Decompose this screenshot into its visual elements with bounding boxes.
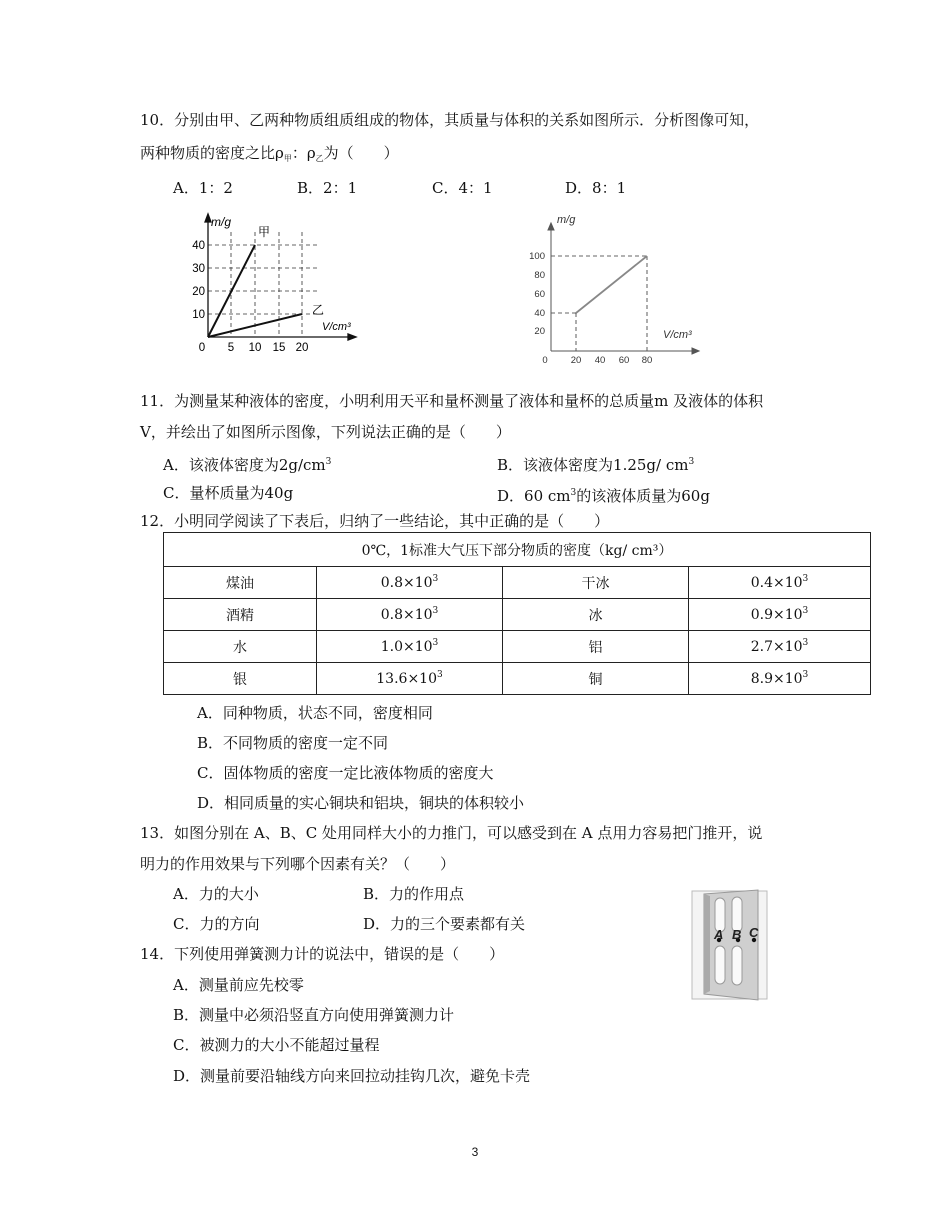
table-row (164, 567, 871, 599)
q11-option-b-exp: 3 (688, 457, 695, 467)
q12-stem: 12．小明同学阅读了下表后，归纳了一些结论，其中正确的是（ ） (140, 512, 610, 530)
table-cell: 酒精 (164, 599, 317, 631)
q10-option-d: D．8：1 (565, 179, 627, 197)
table-cell-exp: 3 (432, 606, 439, 616)
table-cell (317, 631, 503, 663)
q10-sub-yi: 乙 (315, 154, 324, 163)
graph1-label-jia: 甲 (258, 225, 271, 239)
table-cell: 水 (164, 631, 317, 663)
door-label-c: C (749, 925, 759, 940)
door-panel (704, 890, 758, 1000)
table-cell (317, 567, 503, 599)
graph2-y-label: m/g (557, 214, 576, 226)
graph-mass-volume-jia-yi (180, 210, 370, 360)
graph2-y-tick: 100 (529, 251, 545, 262)
table-cell-value: 0.8×10 (380, 575, 433, 591)
q10-stem-a: 两种物质的密度之比ρ (140, 144, 284, 162)
q11-option-a-exp: 3 (325, 457, 332, 467)
table-cell (689, 599, 871, 631)
q11-option-a (163, 452, 331, 475)
table-cell-exp: 3 (802, 574, 809, 584)
table-cell-value: 8.9×10 (750, 671, 803, 687)
q10-colon: ：ρ (291, 144, 316, 162)
q13-option-c: C．力的方向 (173, 915, 260, 933)
q10-option-a: A．1：2 (173, 179, 233, 197)
graph2-y-tick: 20 (534, 326, 545, 337)
q12-option-b: B．不同物质的密度一定不同 (197, 734, 389, 752)
graph2-y-arrow-icon (548, 223, 554, 230)
door-label-b: B (732, 927, 742, 942)
graph1-grid (208, 232, 318, 337)
door-inset (715, 946, 725, 984)
graph2-x-tick: 60 (618, 355, 630, 366)
q11-option-d (497, 483, 710, 506)
q12-option-d: D．相同质量的实心铜块和铝块，铜块的体积较小 (197, 794, 525, 812)
table-cell-exp: 3 (802, 638, 809, 648)
graph1-label-yi: 乙 (312, 303, 325, 317)
graph1-x-tick: 15 (272, 342, 286, 354)
door-edge (704, 894, 710, 994)
q10-sub-jia: 甲 (283, 154, 292, 163)
q11-option-b (497, 452, 694, 475)
q13-option-a: A．力的大小 (173, 885, 259, 903)
table-cell: 冰 (503, 599, 689, 631)
q11-option-d-text-a: D．60 cm (497, 487, 571, 505)
table-cell-exp: 3 (436, 670, 443, 680)
table-cell: 铜 (503, 663, 689, 695)
q11-option-b-text: B．该液体密度为1.25g/ cm (497, 456, 689, 474)
graph2-x-tick: 40 (594, 355, 606, 366)
q13-stem-line1: 13．如图分别在 A、B、C 处用同样大小的力推门，可以感受到在 A 点用力容易把门推开，说 (140, 824, 763, 842)
door-label-a: A (714, 927, 724, 942)
q13-stem-line2: 明力的作用效果与下列哪个因素有关？（ ） (140, 855, 456, 873)
graph-liquid-mass-volume (525, 205, 715, 367)
q11-stem-line2: V，并绘出了如图所示图像，下列说法正确的是（ ） (140, 423, 511, 441)
graph1-y-label: m/g (211, 215, 232, 229)
door-illustration (690, 888, 770, 1003)
table-cell-exp: 3 (432, 574, 439, 584)
graph1-x-label: V/cm³ (322, 321, 351, 333)
q13-option-b: B．力的作用点 (363, 885, 465, 903)
graph1-x-tick: 0 (198, 342, 206, 354)
q14-stem: 14．下列使用弹簧测力计的说法中，错误的是（ ） (140, 945, 505, 963)
table-cell-value: 0.4×10 (750, 575, 803, 591)
table-cell: 干冰 (503, 567, 689, 599)
q11-option-c: C．量杯质量为40g (163, 484, 294, 502)
graph2-x-arrow-icon (692, 348, 699, 354)
graph1-x-tick: 5 (227, 342, 235, 354)
table-cell-value: 0.8×10 (380, 607, 433, 623)
table-cell (689, 663, 871, 695)
q11-option-d-exp: 3 (570, 488, 577, 498)
table-cell (317, 599, 503, 631)
graph1-y-tick: 10 (192, 309, 205, 321)
q12-option-a: A．同种物质，状态不同，密度相同 (197, 704, 433, 722)
q10-option-b: B．2：1 (297, 179, 358, 197)
q11-option-a-text: A．该液体密度为2g/cm (163, 456, 326, 474)
graph2-x-tick: 0 (542, 355, 548, 366)
graph2-y-tick: 40 (534, 308, 545, 319)
table-row (164, 599, 871, 631)
table-cell (689, 631, 871, 663)
table-caption-row (164, 533, 871, 567)
table-cell-value: 0.9×10 (750, 607, 803, 623)
q10-stem-b: 为（ ） (323, 144, 399, 162)
graph2-x-tick: 20 (570, 355, 582, 366)
table-cell-exp: 3 (802, 606, 809, 616)
q13-option-d: D．力的三个要素都有关 (363, 915, 526, 933)
door-inset (732, 946, 742, 985)
table-cell: 煤油 (164, 567, 317, 599)
graph2-y-tick: 60 (534, 289, 545, 300)
table-caption: 0℃，1标准大气压下部分物质的密度（kg/ cm³） (164, 533, 871, 567)
table-cell-value: 2.7×10 (750, 639, 803, 655)
table-cell: 铝 (503, 631, 689, 663)
q10-stem-line1: 10．分别由甲、乙两种物质组质组成的物体，其质量与体积的关系如图所示．分析图像可知， (140, 111, 760, 129)
table-cell: 银 (164, 663, 317, 695)
q10-option-c: C．4：1 (432, 179, 493, 197)
graph1-y-tick: 20 (192, 286, 205, 298)
q12-option-c: C．固体物质的密度一定比液体物质的密度大 (197, 764, 494, 782)
table-cell (317, 663, 503, 695)
table-row (164, 663, 871, 695)
table-cell-exp: 3 (802, 670, 809, 680)
table-cell-exp: 3 (432, 638, 439, 648)
q14-option-a: A．测量前应先校零 (173, 976, 304, 994)
q11-option-d-text-b: 的该液体质量为60g (576, 487, 710, 505)
table-row (164, 631, 871, 663)
q11-stem-line1: 11．为测量某种液体的密度，小明利用天平和量杯测量了液体和量杯的总质量m 及液体的体积 (140, 392, 764, 410)
table-cell (689, 567, 871, 599)
table-cell-value: 1.0×10 (380, 639, 433, 655)
q14-option-b: B．测量中必须沿竖直方向使用弹簧测力计 (173, 1006, 455, 1024)
graph1-y-tick: 30 (192, 263, 205, 275)
table-cell-value: 13.6×10 (376, 671, 437, 687)
graph1-x-arrow-icon (348, 334, 356, 340)
graph2-y-tick: 80 (534, 270, 545, 281)
graph2-x-label: V/cm³ (663, 329, 692, 341)
q10-stem-line2 (140, 143, 399, 169)
q14-option-c: C．被测力的大小不能超过量程 (173, 1036, 380, 1054)
graph2-guides (551, 256, 647, 351)
q14-option-d: D．测量前要沿轴线方向来回拉动挂钩几次，避免卡壳 (173, 1067, 531, 1085)
page-number: 3 (471, 1145, 479, 1159)
graph2-x-tick: 80 (641, 355, 653, 366)
graph1-x-tick: 20 (295, 342, 309, 354)
density-table (163, 532, 871, 695)
graph2-line (576, 256, 647, 313)
graph1-y-tick: 40 (192, 240, 205, 252)
graph1-x-tick: 10 (248, 342, 262, 354)
